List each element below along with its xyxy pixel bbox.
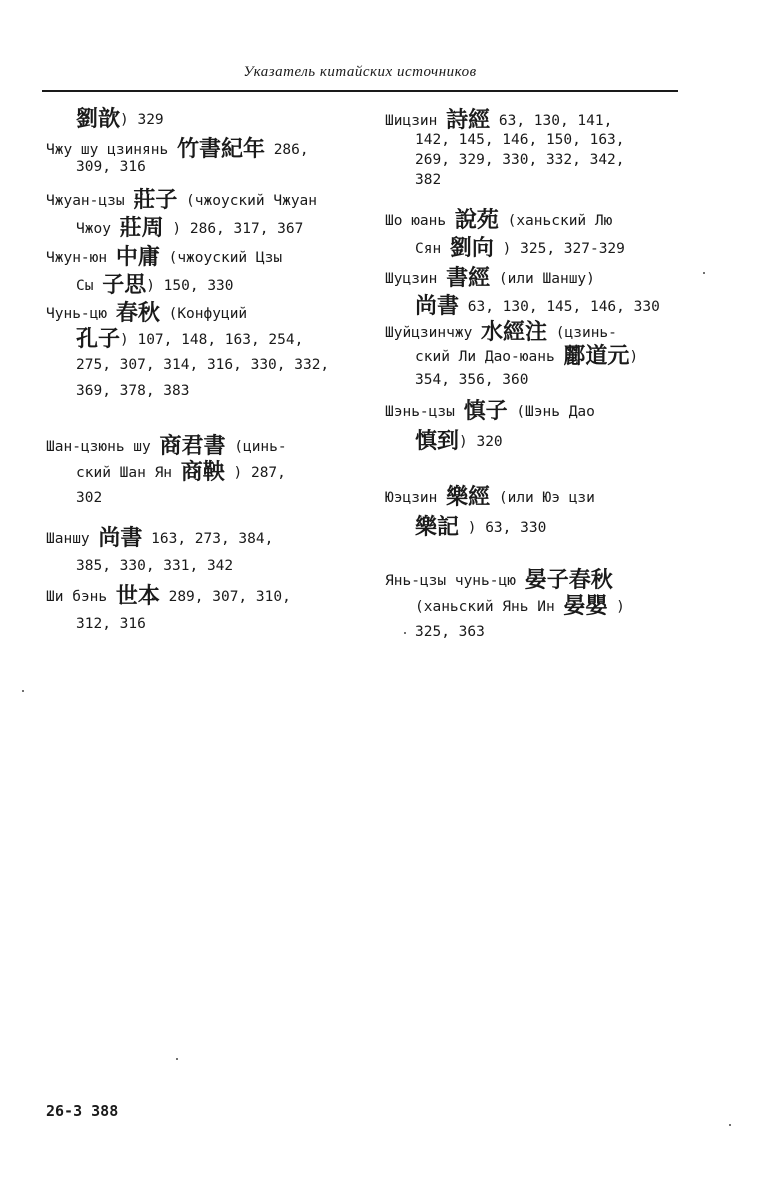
chinese-characters: 劉歆 xyxy=(76,106,121,132)
index-entry xyxy=(46,524,273,580)
entry-text: (чжоуский Чжуан xyxy=(177,193,318,209)
index-entry-line xyxy=(385,567,625,593)
index-entry-line xyxy=(46,610,291,638)
index-entry-line xyxy=(385,130,625,150)
index-entry xyxy=(46,186,317,242)
entry-text: ) xyxy=(629,349,639,365)
entry-text: 275, 307, 314, 316, 330, 332, xyxy=(76,357,330,373)
index-entry xyxy=(385,396,595,456)
entry-text: Сян xyxy=(415,241,450,257)
chinese-characters: 孔子 xyxy=(76,326,121,352)
entry-text: (Конфуций xyxy=(159,306,248,322)
index-entry-line xyxy=(46,136,309,162)
chinese-characters: 尚書 xyxy=(98,525,143,551)
entry-text: ) xyxy=(607,599,625,615)
entry-text: ) 150, 330 xyxy=(146,278,234,294)
entry-text: ) 325, 327-329 xyxy=(493,241,625,257)
index-entry-line xyxy=(385,234,625,262)
print-speck xyxy=(729,1124,731,1126)
index-entry-line xyxy=(385,170,625,190)
index-entry xyxy=(46,243,282,299)
chinese-characters: 慎子 xyxy=(463,398,508,424)
entry-text: (ханьский Лю xyxy=(498,213,613,229)
index-entry-line xyxy=(46,243,282,271)
print-speck xyxy=(404,632,406,634)
entry-text: Шан-цзюнь шу xyxy=(46,439,160,455)
index-entry-line xyxy=(385,512,595,542)
print-speck xyxy=(22,690,24,692)
entry-text: ) 107, 148, 163, 254, xyxy=(120,332,304,348)
entry-text: Шаншу xyxy=(46,531,99,547)
index-entry-line xyxy=(46,433,287,459)
index-entry-line xyxy=(385,292,660,320)
chinese-characters: 水經注 xyxy=(481,319,548,345)
chinese-characters: 中庸 xyxy=(115,244,160,270)
entry-text: (или Юэ цзи xyxy=(490,490,595,506)
index-entry-line xyxy=(46,524,273,552)
entry-text: 63, 130, 145, 146, 330 xyxy=(459,299,660,315)
index-entry-line xyxy=(46,352,329,378)
entry-text: Ши бэнь xyxy=(46,589,116,605)
entry-text: Чунь-цю xyxy=(46,306,116,322)
entry-text: 369, 378, 383 xyxy=(76,383,190,399)
index-entry-line xyxy=(385,426,595,456)
index-entry xyxy=(385,482,595,542)
index-entry-line xyxy=(46,271,282,299)
entry-text: (ханьский Янь Ин xyxy=(415,599,564,615)
chinese-characters: 春秋 xyxy=(115,300,160,326)
chinese-characters: 晏嬰 xyxy=(563,593,608,619)
entry-text: (чжоуский Цзы xyxy=(159,250,283,266)
index-entry-line xyxy=(385,150,625,170)
entry-text: 325, 363 xyxy=(415,624,485,640)
entry-text: Янь-цзы чунь-цю xyxy=(385,573,525,589)
index-entry-line xyxy=(385,593,625,619)
index-entry-line xyxy=(385,482,595,512)
index-entry xyxy=(385,107,625,190)
page-running-header: Указатель китайских источников xyxy=(243,64,477,80)
index-entry-line xyxy=(385,320,638,344)
entry-text: 309, 316 xyxy=(76,159,146,175)
chinese-characters: 尚書 xyxy=(415,293,460,319)
chinese-characters: 樂經 xyxy=(446,484,491,510)
header-rule xyxy=(42,90,678,92)
chinese-characters: 書經 xyxy=(446,265,491,291)
chinese-characters: 竹書紀年 xyxy=(176,136,265,162)
index-entry xyxy=(385,320,638,392)
entry-text: 385, 330, 331, 342 xyxy=(76,558,234,574)
chinese-characters: 晏子春秋 xyxy=(524,567,613,593)
chinese-characters: 樂記 xyxy=(415,514,460,540)
entry-text: 142, 145, 146, 150, 163, xyxy=(415,132,625,148)
chinese-characters: 世本 xyxy=(115,583,160,609)
entry-text: Чжун-юн xyxy=(46,250,116,266)
index-entry xyxy=(46,582,291,638)
index-entry-line xyxy=(46,552,273,580)
index-entry-line xyxy=(385,396,595,426)
entry-text: (или Шаншу) xyxy=(490,271,595,287)
entry-text: ) 286, 317, 367 xyxy=(163,221,304,237)
entry-text: 312, 316 xyxy=(76,616,146,632)
index-entry-line xyxy=(46,459,287,485)
chinese-characters: 子思 xyxy=(102,272,147,298)
entry-text: Юэцзин xyxy=(385,490,447,506)
index-entry-line xyxy=(385,344,638,368)
entry-text: ский Шан Ян xyxy=(76,465,181,481)
index-entry-line xyxy=(385,107,625,133)
entry-text: (цинь- xyxy=(225,439,287,455)
index-entry xyxy=(46,106,164,132)
chinese-characters: 詩經 xyxy=(446,107,491,133)
index-entry xyxy=(385,264,660,320)
index-entry-line xyxy=(385,264,660,292)
index-entry xyxy=(385,567,625,645)
index-entry xyxy=(46,433,287,511)
index-entry xyxy=(385,206,625,262)
index-entry-line xyxy=(46,106,164,132)
entry-text: ский Ли Дао-юань xyxy=(415,349,564,365)
entry-text: 382 xyxy=(415,172,442,188)
entry-text: Чжу шу цзинянь xyxy=(46,142,177,158)
chinese-characters: 商君書 xyxy=(159,433,226,459)
entry-text: ) 287, xyxy=(224,465,286,481)
entry-text: 286, xyxy=(264,142,309,158)
entry-text: ) 329 xyxy=(120,112,164,128)
chinese-characters: 酈道元 xyxy=(563,343,630,369)
entry-text: Шуйцзинчжу xyxy=(385,325,482,341)
entry-text: 269, 329, 330, 332, 342, xyxy=(415,152,625,168)
index-entry-line xyxy=(46,326,329,352)
entry-text: ) 63, 330 xyxy=(459,520,547,536)
index-entry-line xyxy=(385,368,638,392)
index-entry-line xyxy=(46,582,291,610)
printer-signature-mark: 26-3 388 xyxy=(46,1102,119,1120)
entry-text: (Шэнь Дао xyxy=(507,404,595,420)
chinese-characters: 說苑 xyxy=(454,207,499,233)
index-entry xyxy=(46,300,329,404)
entry-text: (цзинь- xyxy=(547,325,617,341)
entry-text: ) 320 xyxy=(459,434,503,450)
entry-text: 302 xyxy=(76,490,103,506)
index-entry-line xyxy=(46,300,329,326)
chinese-characters: 商鞅 xyxy=(180,459,225,485)
index-entry-line xyxy=(385,206,625,234)
chinese-characters: 慎到 xyxy=(415,428,460,454)
entry-text: Сы xyxy=(76,278,103,294)
index-entry-line xyxy=(385,619,625,645)
entry-text: Шо юань xyxy=(385,213,455,229)
index-entry-line xyxy=(46,485,287,511)
print-speck xyxy=(703,272,705,274)
entry-text: 163, 273, 384, xyxy=(142,531,274,547)
index-entry-line xyxy=(46,378,329,404)
entry-text: Чжоу xyxy=(76,221,120,237)
chinese-characters: 莊子 xyxy=(133,187,178,213)
entry-text: Шицзин xyxy=(385,113,447,129)
entry-text: 354, 356, 360 xyxy=(415,372,529,388)
chinese-characters: 劉向 xyxy=(449,235,494,261)
print-speck xyxy=(176,1058,178,1060)
entry-text: Шэнь-цзы xyxy=(385,404,464,420)
index-entry xyxy=(46,136,309,176)
index-entry-line xyxy=(46,186,317,214)
entry-text: 63, 130, 141, xyxy=(490,113,613,129)
entry-text: Чжуан-цзы xyxy=(46,193,134,209)
chinese-characters: 莊周 xyxy=(119,215,164,241)
entry-text: 289, 307, 310, xyxy=(159,589,291,605)
index-entry-line xyxy=(46,214,317,242)
entry-text: Шуцзин xyxy=(385,271,447,287)
